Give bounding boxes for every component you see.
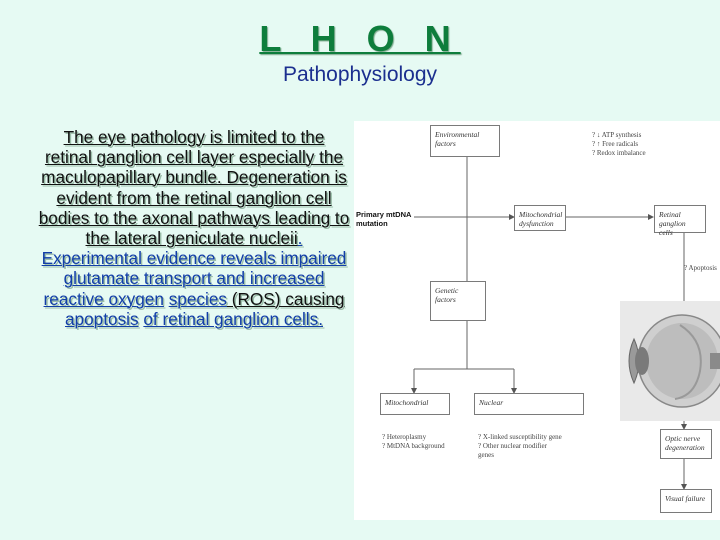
nuclear-notes: ? X-linked susceptibility gene ? Other nuclear modifier genes xyxy=(478,433,562,459)
mitochondrial-box: Mitochondrial xyxy=(380,393,450,415)
body-link-apoptosis[interactable]: apoptosis xyxy=(65,308,139,329)
optic-nerve-degeneration-box: Optic nerve degeneration xyxy=(660,429,712,459)
primary-mtdna-box: Primary mtDNA mutation xyxy=(356,210,414,228)
body-link-reactive-oxygen[interactable]: reactive oxygen xyxy=(43,288,164,309)
mitochondrial-dysfunction-box: Mitochondrial dysfunction xyxy=(514,205,566,231)
body-text-part: (ROS) causing xyxy=(226,288,345,309)
slide-subtitle: Pathophysiology xyxy=(282,63,438,86)
visual-failure-box: Visual failure xyxy=(660,489,712,513)
body-text-part: of retinal ganglion cells. xyxy=(143,308,323,329)
genetic-factors-box: Genetic factors xyxy=(430,281,486,321)
retinal-ganglion-cells-box: Retinal ganglion cells xyxy=(654,205,706,233)
environmental-factors-box: Environmental factors xyxy=(430,125,500,157)
slide-title: L H O N xyxy=(259,18,461,59)
body-text-part: The eye pathology is limited to the retinal ganglion cell layer especially the maculopapillary bundle. Degeneration is evident from the retinal ganglion cell bodies to the axonal pathways leading to the lateral geniculate nucleii xyxy=(38,127,350,249)
eye-illustration xyxy=(620,301,720,421)
body-paragraph xyxy=(38,127,350,329)
body-link-species[interactable]: species xyxy=(168,288,227,309)
nuclear-box: Nuclear xyxy=(474,393,584,415)
apoptosis-note: ? Apoptosis xyxy=(684,264,717,272)
mechanism-notes: ? ↓ ATP synthesis ? ↑ Free radicals ? Redox imbalance xyxy=(592,131,646,157)
pathophysiology-diagram xyxy=(354,121,720,520)
mitochondrial-notes: ? Heteroplasmy ? MtDNA background xyxy=(382,433,445,450)
body-text-part: . Experimental evidence reveals impaired glutamate transport and increased xyxy=(41,228,347,289)
